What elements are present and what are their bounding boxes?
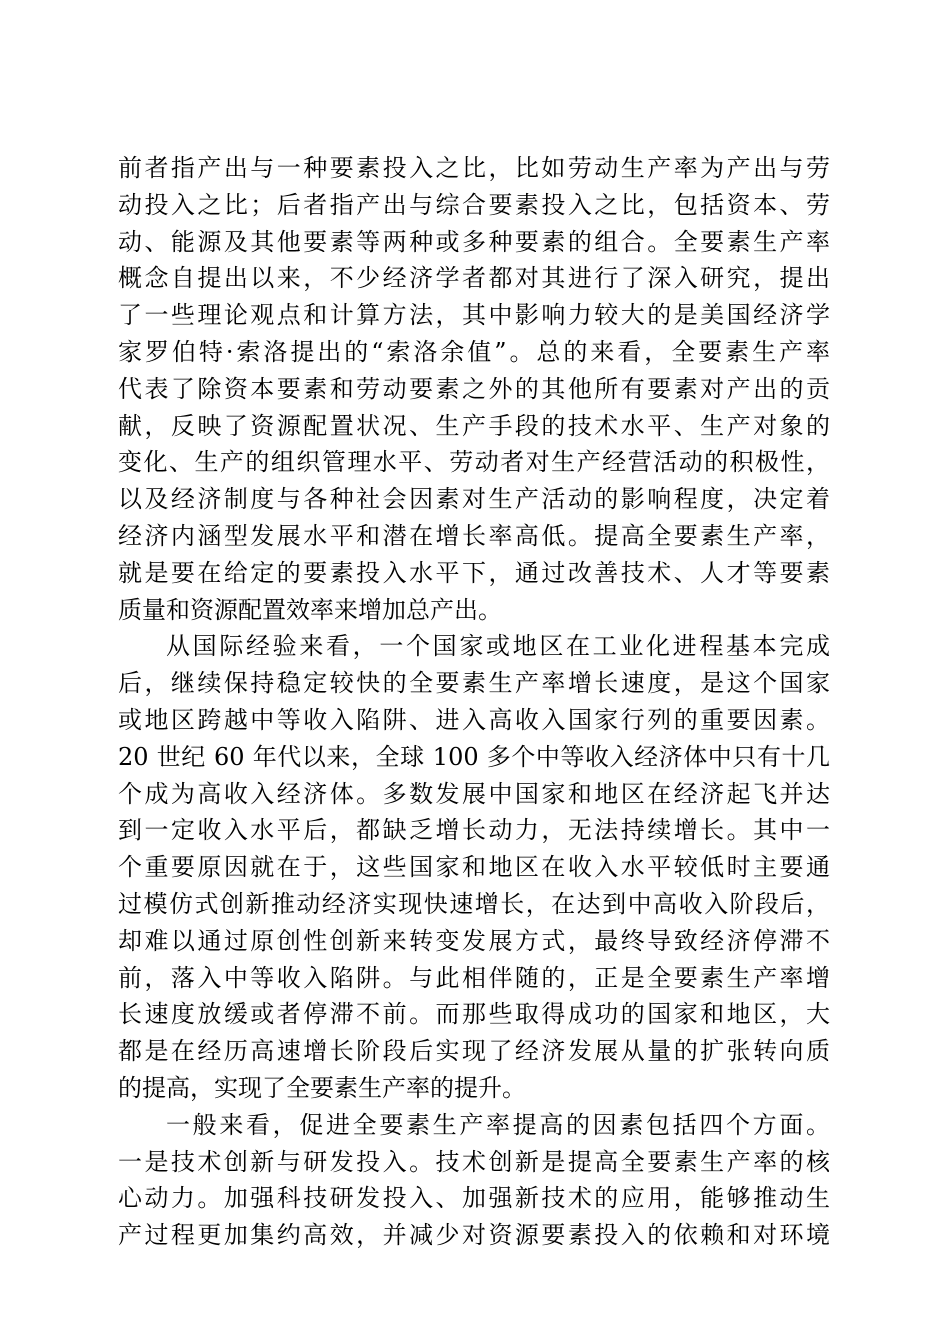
text-line: 长速度放缓或者停滞不前。而那些取得成功的国家和地区，大: [118, 1000, 830, 1029]
text-line: 前，落入中等收入陷阱。与此相伴随的，正是全要素生产率增: [118, 963, 830, 992]
text-line: 变化、生产的组织管理水平、劳动者对生产经营活动的积极性，: [118, 448, 830, 477]
text-line: 个成为高收入经济体。多数发展中国家和地区在经济起飞并达: [118, 779, 830, 808]
document-body: [118, 150, 830, 1254]
text-line: 一是技术创新与研发投入。技术创新是提高全要素生产率的核: [118, 1147, 830, 1176]
text-line: 个重要原因就在于，这些国家和地区在收入水平较低时主要通: [118, 853, 830, 882]
text-line: 了一些理论观点和计算方法，其中影响力较大的是美国经济学: [118, 301, 830, 330]
text-line: 20 世纪 60 年代以来，全球 100 多个中等收入经济体中只有十几: [118, 742, 830, 771]
paragraph-first-line: 从国际经验来看，一个国家或地区在工业化进程基本完成: [166, 632, 830, 661]
text-line: 却难以通过原创性创新来转变发展方式，最终导致经济停滞不: [118, 926, 830, 955]
text-line: 产过程更加集约高效，并减少对资源要素投入的依赖和对环境: [118, 1221, 830, 1250]
text-line: 到一定收入水平后，都缺乏增长动力，无法持续增长。其中一: [118, 816, 830, 845]
text-line: 动、能源及其他要素等两种或多种要素的组合。全要素生产率: [118, 227, 830, 256]
text-line: 心动力。加强科技研发投入、加强新技术的应用，能够推动生: [118, 1184, 830, 1213]
text-line: 代表了除资本要素和劳动要素之外的其他所有要素对产出的贡: [118, 374, 830, 403]
text-line: 过模仿式创新推动经济实现快速增长，在达到中高收入阶段后，: [118, 889, 830, 918]
text-line: 以及经济制度与各种社会因素对生产活动的影响程度，决定着: [118, 485, 830, 514]
text-line: 家罗伯特·索洛提出的“索洛余值”。总的来看，全要素生产率: [118, 337, 830, 366]
paragraph-first-line: 一般来看，促进全要素生产率提高的因素包括四个方面。: [166, 1110, 830, 1139]
text-line: 概念自提出以来，不少经济学者都对其进行了深入研究，提出: [118, 264, 830, 293]
text-line: 献，反映了资源配置状况、生产手段的技术水平、生产对象的: [118, 411, 830, 440]
text-line: 经济内涵型发展水平和潜在增长率高低。提高全要素生产率，: [118, 521, 830, 550]
text-line: 动投入之比；后者指产出与综合要素投入之比，包括资本、劳: [118, 190, 830, 219]
text-line: 就是要在给定的要素投入水平下，通过改善技术、人才等要素: [118, 558, 830, 587]
text-line: 后，继续保持稳定较快的全要素生产率增长速度，是这个国家: [118, 669, 830, 698]
text-line: 前者指产出与一种要素投入之比，比如劳动生产率为产出与劳: [118, 154, 830, 182]
text-line: 的提高，实现了全要素生产率的提升。: [118, 1073, 526, 1102]
text-line: 质量和资源配置效率来增加总产出。: [118, 595, 502, 624]
text-line: 都是在经历高速增长阶段后实现了经济发展从量的扩张转向质: [118, 1037, 830, 1066]
text-line: 或地区跨越中等收入陷阱、进入高收入国家行列的重要因素。: [118, 705, 830, 734]
